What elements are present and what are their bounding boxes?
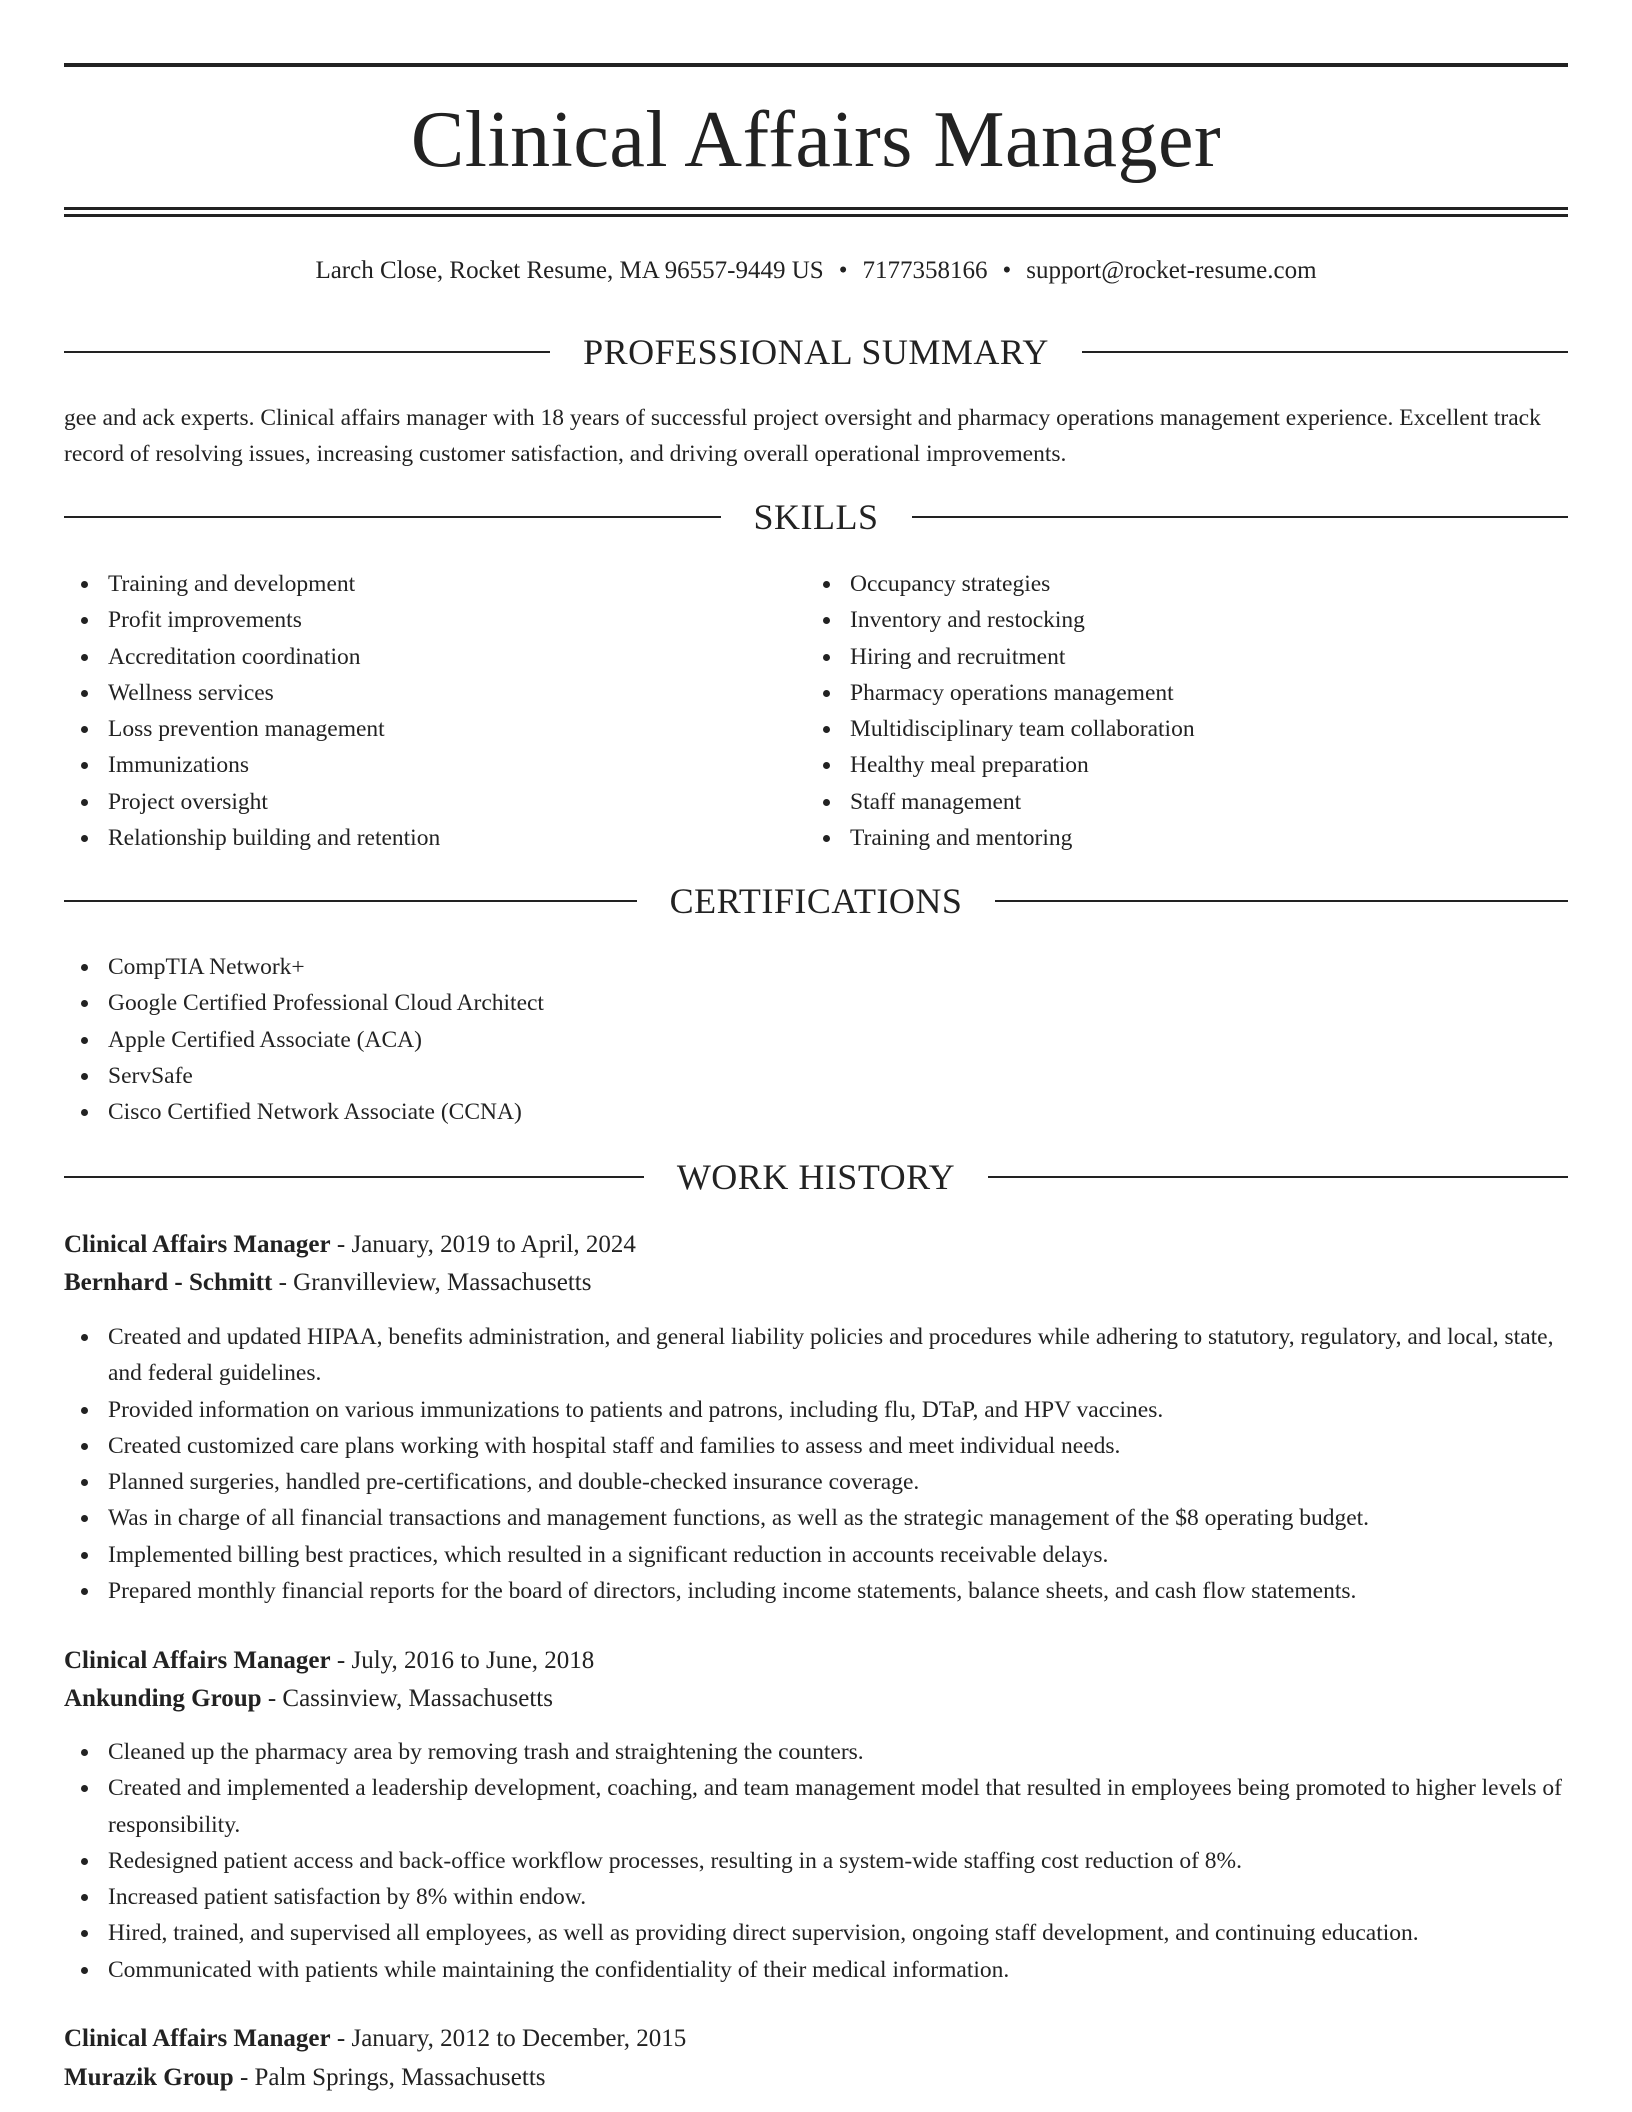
job-title-line — [64, 2020, 1568, 2058]
contact-line — [64, 254, 1568, 288]
duty-item: Created and implemented a leadership development, coaching, and team management model that resulted in employees being promoted to higher levels of responsibility. — [64, 1770, 1568, 1843]
top-rule — [64, 63, 1568, 67]
duty-item: Increased patient satisfaction by 8% within endow. — [64, 1879, 1568, 1915]
skill-item: Inventory and restocking — [806, 602, 1566, 638]
section-title-certifications: CERTIFICATIONS — [669, 881, 963, 921]
skill-item: Profit improvements — [64, 602, 804, 638]
section-title-skills: SKILLS — [753, 497, 879, 537]
skills-list-right — [806, 566, 1566, 856]
certifications-list — [64, 949, 1568, 1130]
skill-item: Staff management — [806, 784, 1566, 820]
job-duties-list — [64, 1734, 1568, 1988]
section-rule — [64, 516, 721, 518]
summary-text: gee and ack experts. Clinical affairs manager with 18 years of successful project oversight and pharmacy operations management experience. Excellent track record of resolving issues, increasing customer satisfaction, and driving overall operational improvements. — [64, 405, 1541, 467]
contact-separator: • — [1002, 257, 1012, 284]
skills-list-left — [64, 566, 804, 856]
duty-item: Hired, trained, and supervised all employees, as well as providing direct supervision, ongoing staff development, and continuing education. — [64, 1915, 1568, 1951]
job-location: - Cassinview, Massachusetts — [261, 1685, 553, 1712]
skill-item: Immunizations — [64, 747, 804, 783]
contact-email: support@rocket-resume.com — [1026, 257, 1317, 284]
job-title: Clinical Affairs Manager — [64, 2025, 331, 2052]
contact-separator: • — [838, 257, 848, 284]
section-rule — [912, 516, 1569, 518]
section-header-work-history — [64, 1155, 1568, 1199]
section-rule — [64, 900, 637, 902]
duty-item: Redesigned patient access and back-office workflow processes, resulting in a system-wide staffing cost reduction of 8%. — [64, 1843, 1568, 1879]
job-company-line — [64, 1264, 1568, 1302]
job-company: Bernhard - Schmitt — [64, 1269, 273, 1296]
skill-item: Occupancy strategies — [806, 566, 1566, 602]
job-duties-list — [64, 1319, 1568, 1609]
duty-item: Cleaned up the pharmacy area by removing trash and straightening the counters. — [64, 1734, 1568, 1770]
job-title: Clinical Affairs Manager — [64, 1647, 331, 1674]
job-company-line — [64, 1680, 1568, 1718]
skill-item: Pharmacy operations management — [806, 675, 1566, 711]
job-company-line — [64, 2059, 1568, 2097]
section-rule — [995, 900, 1568, 902]
section-header-summary — [64, 330, 1568, 374]
duty-item: Implemented billing best practices, which resulted in a significant reduction in accounts receivable delays. — [64, 1537, 1568, 1573]
job-location: - Granvilleview, Massachusetts — [272, 1269, 592, 1296]
section-rule — [988, 1176, 1568, 1178]
skill-item: Relationship building and retention — [64, 820, 804, 856]
duty-item: Created customized care plans working with hospital staff and families to assess and meet individual needs. — [64, 1428, 1568, 1464]
skill-item: Wellness services — [64, 675, 804, 711]
job-location: - Palm Springs, Massachusetts — [233, 2064, 546, 2091]
job-title: Clinical Affairs Manager — [64, 1231, 331, 1258]
contact-phone: 7177358166 — [862, 257, 988, 284]
job-title-line — [64, 1226, 1568, 1264]
certification-item: Cisco Certified Network Associate (CCNA) — [64, 1094, 1568, 1130]
job-company: Ankunding Group — [64, 1685, 262, 1712]
section-header-skills — [64, 495, 1568, 539]
certification-item: CompTIA Network+ — [64, 949, 1568, 985]
duty-item: Planned surgeries, handled pre-certifications, and double-checked insurance coverage. — [64, 1464, 1568, 1500]
duty-item: Prepared monthly financial reports for the board of directors, including income statements, balance sheets, and cash flow statements. — [64, 1573, 1568, 1609]
skill-item: Accreditation coordination — [64, 639, 804, 675]
job-company: Murazik Group — [64, 2064, 234, 2091]
resume-name: Clinical Affairs Manager — [410, 96, 1222, 184]
header-double-rule — [64, 207, 1568, 217]
contact-address: Larch Close, Rocket Resume, MA 96557-9449 US — [315, 257, 824, 284]
duty-item: Communicated with patients while maintaining the confidentiality of their medical information. — [64, 1952, 1568, 1988]
section-header-certifications — [64, 879, 1568, 923]
job-title-line — [64, 1642, 1568, 1680]
section-rule — [64, 351, 550, 353]
section-rule — [1082, 351, 1568, 353]
skill-item: Training and mentoring — [806, 820, 1566, 856]
job-dates: - January, 2012 to December, 2015 — [330, 2025, 687, 2052]
certification-item: Apple Certified Associate (ACA) — [64, 1022, 1568, 1058]
job-dates: - July, 2016 to June, 2018 — [330, 1647, 595, 1674]
section-title-summary: PROFESSIONAL SUMMARY — [583, 332, 1049, 372]
skill-item: Healthy meal preparation — [806, 747, 1566, 783]
skill-item: Hiring and recruitment — [806, 639, 1566, 675]
job-dates: - January, 2019 to April, 2024 — [330, 1231, 636, 1258]
skill-item: Training and development — [64, 566, 804, 602]
section-title-work-history: WORK HISTORY — [676, 1157, 956, 1197]
certification-item: ServSafe — [64, 1058, 1568, 1094]
duty-item: Created and updated HIPAA, benefits administration, and general liability policies and procedures while adhering to statutory, regulatory, and local, state, and federal guidelines. — [64, 1319, 1568, 1392]
skill-item: Multidisciplinary team collaboration — [806, 711, 1566, 747]
section-rule — [64, 1176, 644, 1178]
duty-item: Provided information on various immunizations to patients and patrons, including flu, DTaP, and HPV vaccines. — [64, 1392, 1568, 1428]
skill-item: Project oversight — [64, 784, 804, 820]
skill-item: Loss prevention management — [64, 711, 804, 747]
duty-item: Was in charge of all financial transactions and management functions, as well as the strategic management of the $8 operating budget. — [64, 1500, 1568, 1536]
certification-item: Google Certified Professional Cloud Architect — [64, 985, 1568, 1021]
